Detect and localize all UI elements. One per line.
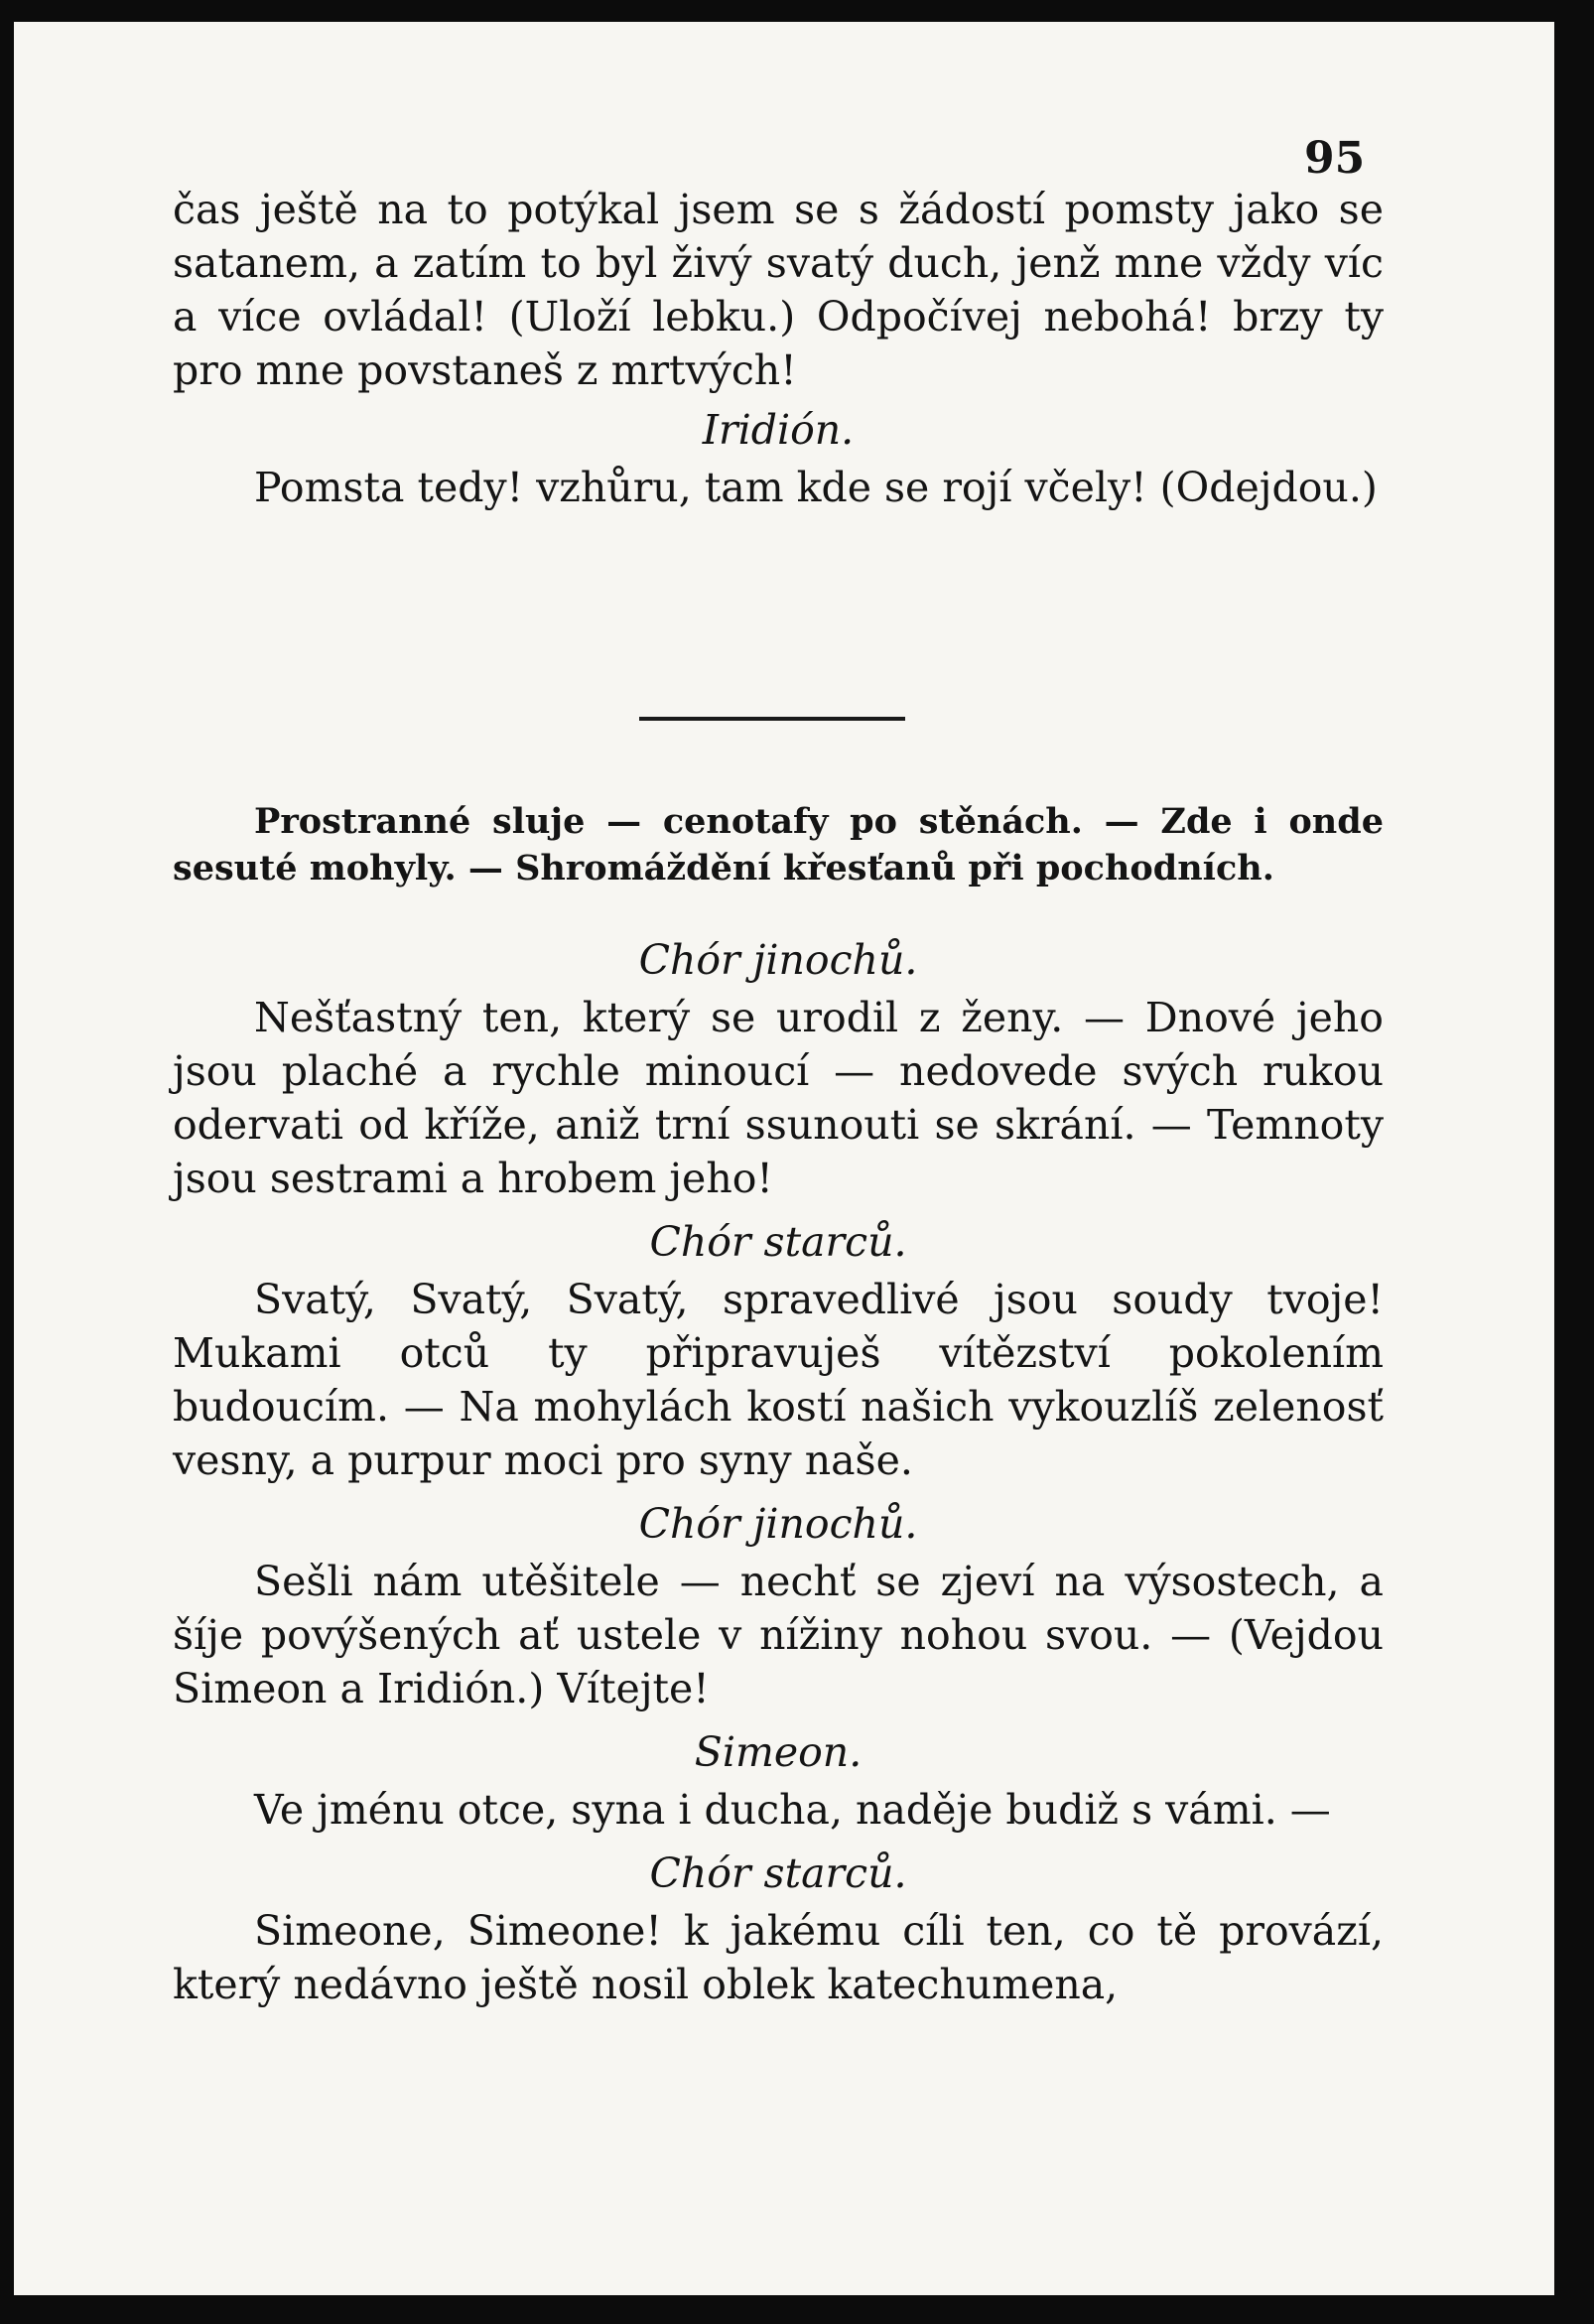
dialogue-block-2 bbox=[173, 933, 1384, 2011]
speaker-heading-elders-1: Chór starců. bbox=[649, 1218, 907, 1266]
youths-speech-1: Nešťastný ten, který se urodil z ženy. — Dnové jeho jsou plaché a rychle minoucí — nedovede svých rukou odervati od kříže, aniž trní ssunouti se skrání. — Temnoty jsou sestrami a hrobem jeho! bbox=[173, 994, 1384, 1202]
stage-direction: Prostranné sluje — cenotafy po stěnách. — Zde i onde sesuté mohyly. — Shromáždění křesťanů při pochodních. bbox=[173, 801, 1384, 889]
elders-speech-2: Simeone, Simeone! k jakému cíli ten, co tě provází, který nedávno ještě nosil oblek katechumena, bbox=[173, 1907, 1384, 2008]
speaker-heading-iridion: Iridión. bbox=[702, 406, 855, 454]
book-page bbox=[14, 22, 1554, 2295]
speaker-heading-simeon: Simeon. bbox=[694, 1728, 863, 1776]
elders-speech-1: Svatý, Svatý, Svatý, spravedlivé jsou soudy tvoje! Mukami otců ty připravuješ vítězství pokolením budoucím. — Na mohylách kostí našich vykouzlíš zelenosť vesny, a purpur moci pro syny naše. bbox=[173, 1276, 1384, 1484]
page-number: 95 bbox=[1304, 133, 1366, 184]
stage-direction-block bbox=[173, 798, 1384, 891]
iridion-speech: Pomsta tedy! vzhůru, tam kde se rojí včely! (Odejdou.) bbox=[254, 464, 1378, 511]
speaker-heading-youths-2: Chór jinochů. bbox=[638, 1500, 918, 1548]
simeon-speech: Ve jménu otce, syna i ducha, naděje budiž s vámi. — bbox=[254, 1786, 1331, 1834]
speaker-heading-youths-1: Chór jinochů. bbox=[638, 936, 918, 984]
youths-speech-2: Sešli nám utěšitele — nechť se zjeví na výsostech, a šíje povýšených ať ustele v nížiny nohou svou. — (Vejdou Simeon a Iridión.) Vítejte! bbox=[173, 1558, 1384, 1712]
speaker-heading-elders-2: Chór starců. bbox=[649, 1849, 907, 1897]
dialogue-block-1 bbox=[173, 183, 1384, 514]
section-divider bbox=[639, 717, 905, 721]
opening-paragraph: čas ještě na to potýkal jsem se s žádostí pomsty jako se satanem, a zatím to byl živý svatý duch, jenž mne vždy víc a více ovládal! (Uloží lebku.) Odpočívej nebohá! brzy ty pro mne povstaneš z mrtvých! bbox=[173, 186, 1384, 394]
